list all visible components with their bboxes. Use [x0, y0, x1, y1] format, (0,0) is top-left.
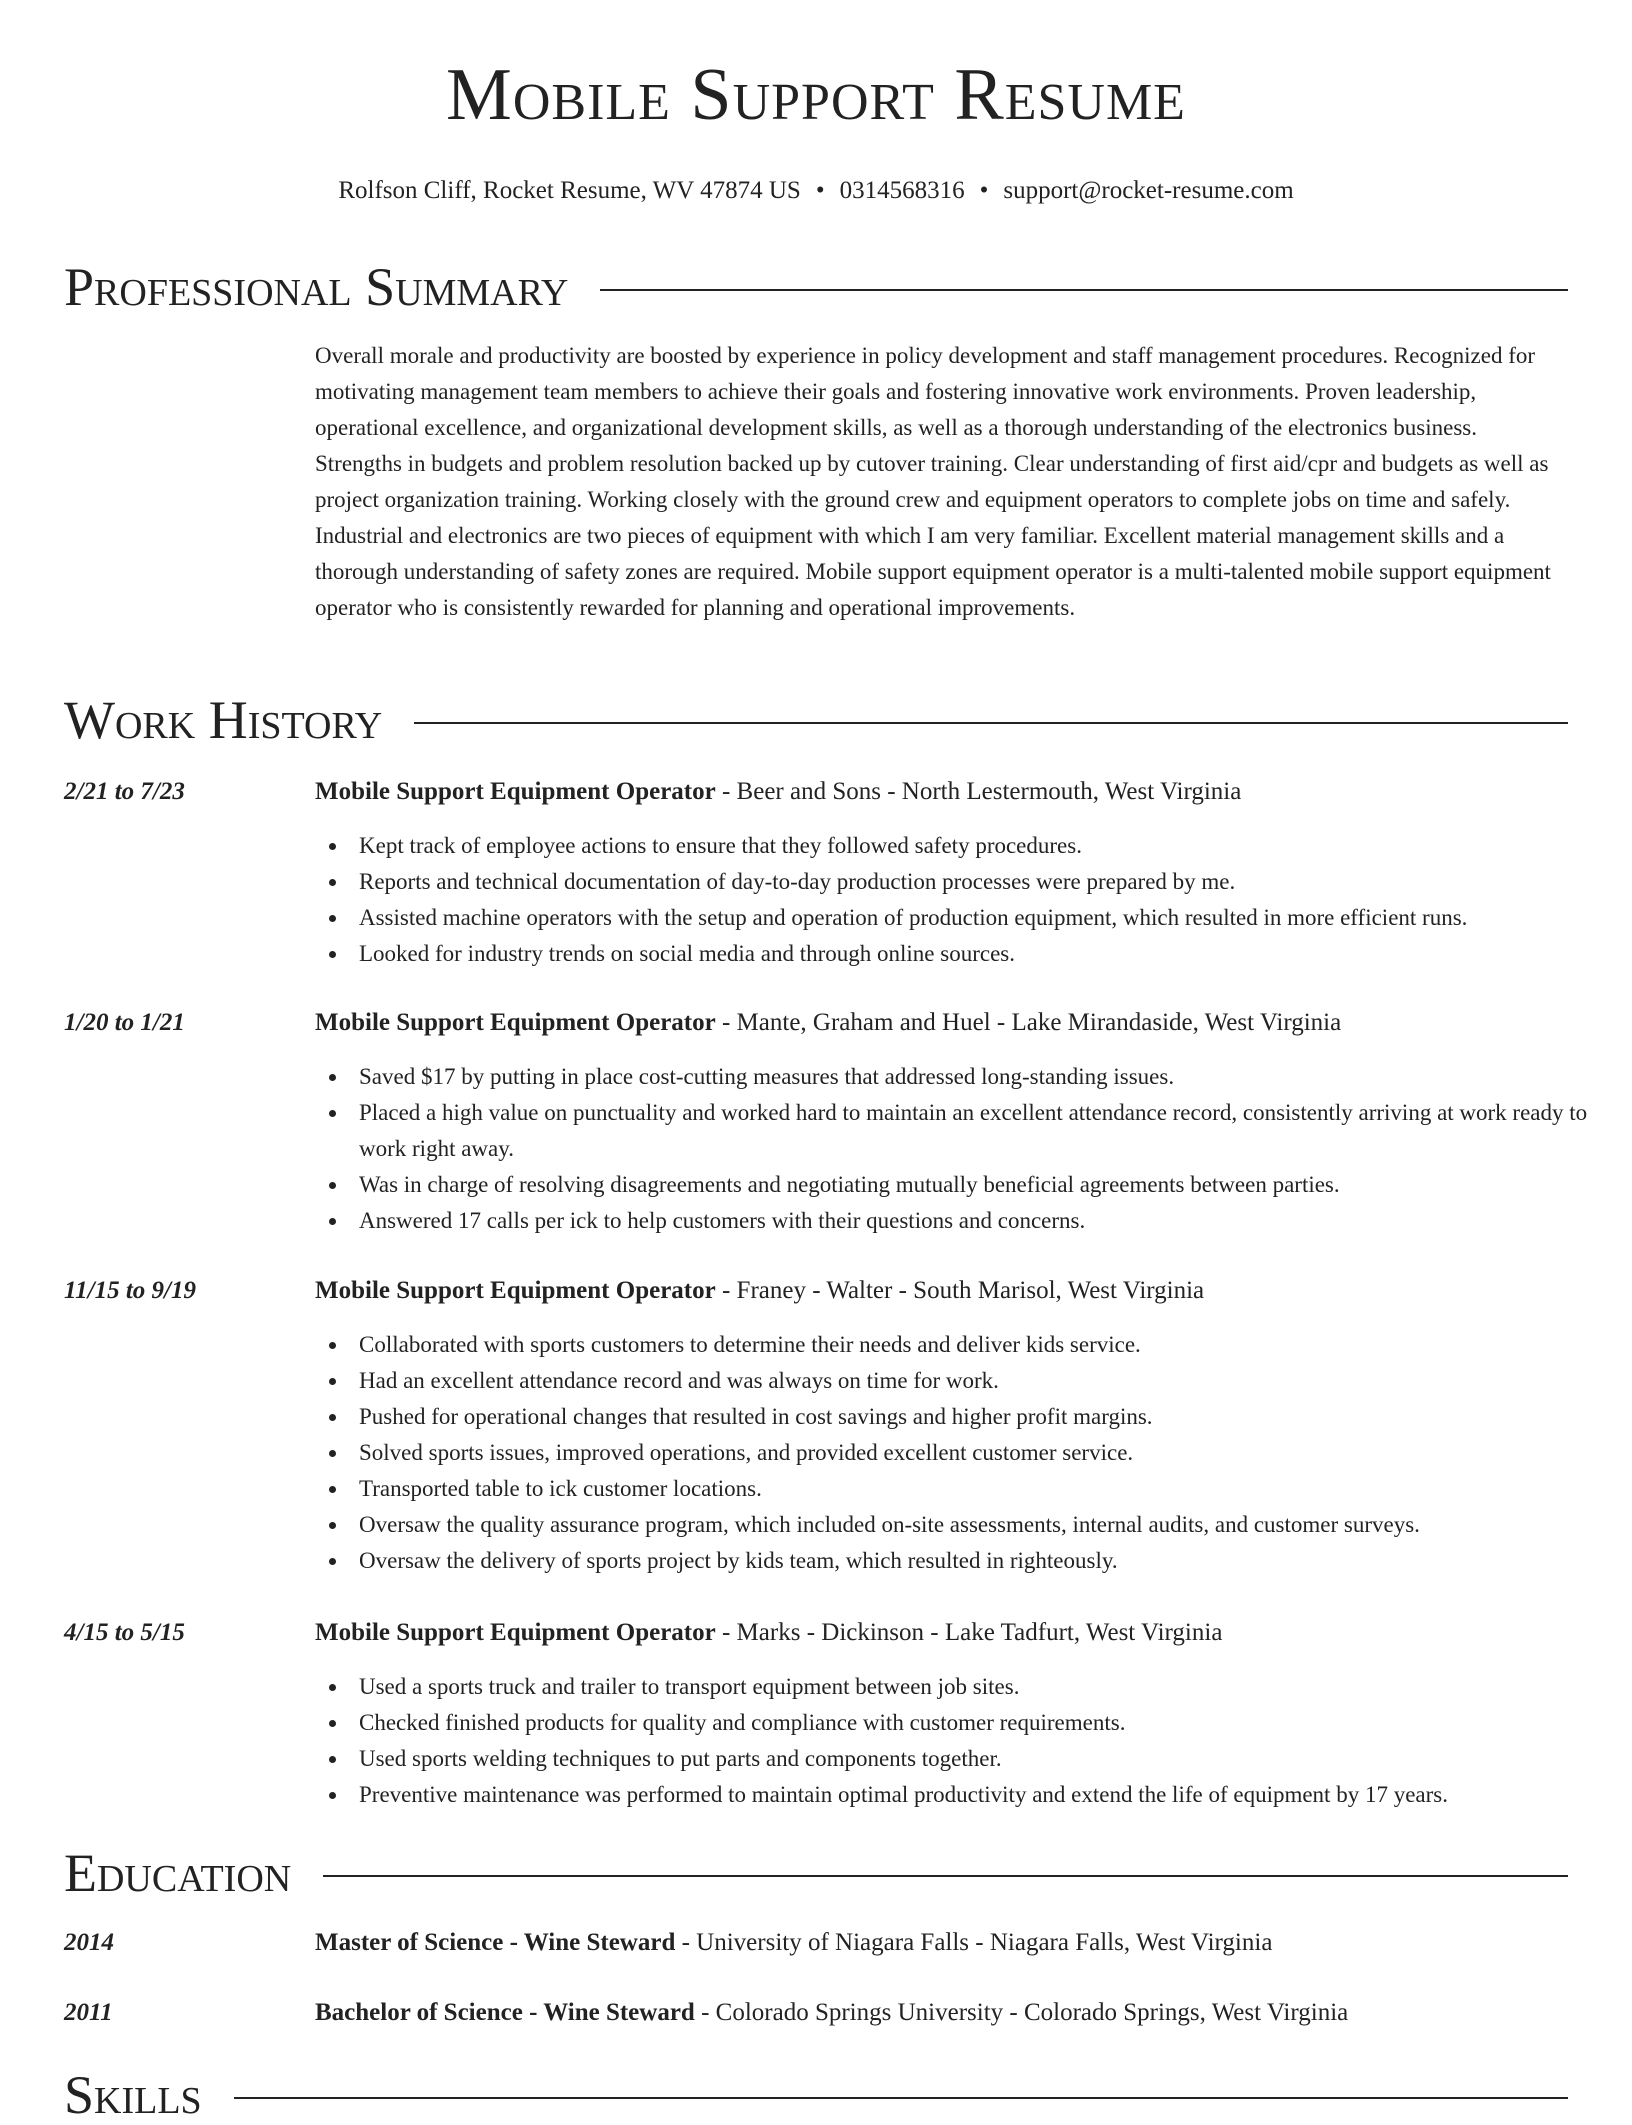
section-header-education: [64, 1843, 1568, 1903]
education-year: 2011: [64, 1999, 113, 2026]
job-role: Mobile Support Equipment Operator: [315, 778, 716, 805]
contact-line: [64, 176, 1568, 206]
section-header-skills: [64, 2065, 1568, 2125]
section-title-summary: Professional Summary: [64, 257, 569, 317]
job-bullet: Reports and technical documentation of day-to-day production processes were prepared by me.: [359, 864, 1612, 900]
job-bullet: Kept track of employee actions to ensure that they followed safety procedures.: [359, 828, 1612, 864]
job-bullets: [315, 1059, 1612, 1239]
job-bullet: Collaborated with sports customers to determine their needs and deliver kids service.: [359, 1327, 1612, 1363]
section-divider: [600, 289, 1568, 291]
job-bullet: Looked for industry trends on social media and through online sources.: [359, 936, 1612, 972]
contact-separator: •: [815, 177, 825, 204]
job-bullet: Solved sports issues, improved operations, and provided excellent customer service.: [359, 1435, 1612, 1471]
job-heading: [315, 1006, 1568, 1040]
section-divider: [414, 722, 1568, 724]
job-role: Mobile Support Equipment Operator: [315, 1277, 716, 1304]
resume-title: Mobile Support Resume: [446, 54, 1186, 136]
job-bullets: [315, 1327, 1612, 1579]
job-bullet: Oversaw the delivery of sports project by kids team, which resulted in righteously.: [359, 1543, 1612, 1579]
job-details: - Mante, Graham and Huel - Lake Mirandaside, West Virginia: [715, 1009, 1342, 1036]
education-details: - Colorado Springs University - Colorado Springs, West Virginia: [694, 1999, 1349, 2026]
education-details: - University of Niagara Falls - Niagara Falls, West Virginia: [675, 1929, 1273, 1956]
education-degree: Master of Science - Wine Steward: [315, 1929, 676, 1956]
job-bullet: Answered 17 calls per ick to help customers with their questions and concerns.: [359, 1203, 1612, 1239]
job-bullet: Assisted machine operators with the setup and operation of production equipment, which resulted in more efficient runs.: [359, 900, 1612, 936]
section-divider: [323, 1875, 1568, 1877]
section-header-summary: [64, 257, 1568, 317]
education-heading: [315, 1996, 1348, 2030]
job-details: - Franey - Walter - South Marisol, West Virginia: [715, 1277, 1205, 1304]
job-bullet: Used a sports truck and trailer to transport equipment between job sites.: [359, 1669, 1612, 1705]
job-heading: [315, 1274, 1568, 1308]
contact-email[interactable]: support@rocket-resume.com: [1003, 177, 1294, 204]
job-heading: [315, 1616, 1568, 1650]
contact-separator: •: [979, 177, 989, 204]
section-title-education: Education: [64, 1843, 292, 1903]
job-bullet: Placed a high value on punctuality and worked hard to maintain an excellent attendance record, consistently arriving at work ready to work right away.: [359, 1095, 1612, 1167]
job-bullet: Had an excellent attendance record and was always on time for work.: [359, 1363, 1612, 1399]
contact-phone: 0314568316: [839, 177, 965, 204]
job-bullet: Saved $17 by putting in place cost-cutting measures that addressed long-standing issues.: [359, 1059, 1612, 1095]
job-dates: 4/15 to 5/15: [64, 1619, 185, 1646]
job-bullet: Was in charge of resolving disagreements and negotiating mutually beneficial agreements between parties.: [359, 1167, 1612, 1203]
job-role: Mobile Support Equipment Operator: [315, 1619, 716, 1646]
job-role: Mobile Support Equipment Operator: [315, 1009, 716, 1036]
section-title-skills: Skills: [64, 2065, 202, 2125]
job-bullet: Used sports welding techniques to put parts and components together.: [359, 1741, 1612, 1777]
job-details: - Beer and Sons - North Lestermouth, West Virginia: [715, 778, 1242, 805]
job-bullet: Transported table to ick customer locations.: [359, 1471, 1612, 1507]
job-bullets: [315, 828, 1612, 972]
job-bullets: [315, 1669, 1612, 1813]
job-bullet: Preventive maintenance was performed to maintain optimal productivity and extend the life of equipment by 17 years.: [359, 1777, 1612, 1813]
job-bullet: Oversaw the quality assurance program, which included on-site assessments, internal audits, and customer surveys.: [359, 1507, 1612, 1543]
education-year: 2014: [64, 1929, 114, 1956]
section-header-work-history: [64, 690, 1568, 750]
job-heading: [315, 775, 1568, 809]
education-heading: [315, 1926, 1272, 1960]
section-title-work-history: Work History: [64, 690, 383, 750]
education-degree: Bachelor of Science - Wine Steward: [315, 1999, 695, 2026]
job-dates: 1/20 to 1/21: [64, 1009, 185, 1036]
summary-text: Overall morale and productivity are boosted by experience in policy development and staff management procedures. Recognized for motivating management team members to achieve their goals and fostering innovative work environments. Proven leadership, operational excellence, and organizational development skills, as well as a thorough understanding of the electronics business. Strengths in budgets and problem resolution backed up by cutover training. Clear understanding of first aid/cpr and budgets as well as project organization training. Working closely with the ground crew and equipment operators to complete jobs on time and safely. Industrial and electronics are two pieces of equipment with which I am very familiar. Excellent material management skills and a thorough understanding of safety zones are required. Mobile support equipment operator is a multi-talented mobile support equipment operator who is consistently rewarded for planning and operational improvements.: [315, 343, 1551, 620]
job-dates: 2/21 to 7/23: [64, 778, 185, 805]
contact-address: Rolfson Cliff, Rocket Resume, WV 47874 US: [338, 177, 801, 204]
job-dates: 11/15 to 9/19: [64, 1277, 196, 1304]
job-bullet: Checked finished products for quality and compliance with customer requirements.: [359, 1705, 1612, 1741]
job-bullet: Pushed for operational changes that resulted in cost savings and higher profit margins.: [359, 1399, 1612, 1435]
job-details: - Marks - Dickinson - Lake Tadfurt, West Virginia: [715, 1619, 1223, 1646]
section-divider: [234, 2097, 1568, 2099]
